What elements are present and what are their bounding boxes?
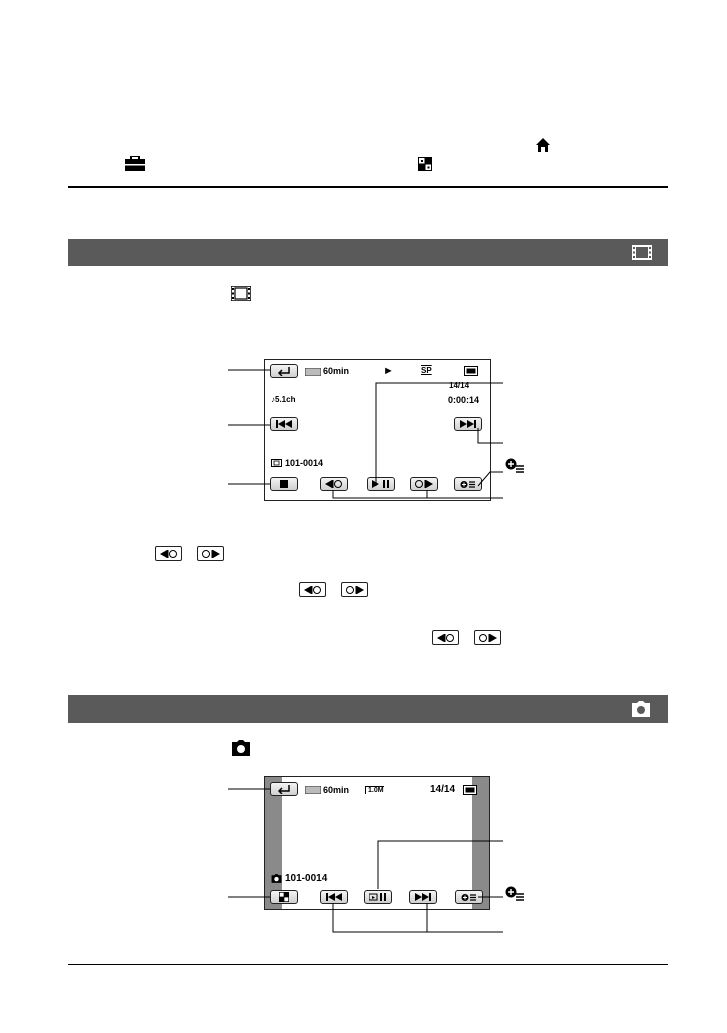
battery-icon [305, 786, 321, 794]
return-icon [277, 366, 291, 376]
visual-index-icon [279, 892, 289, 902]
next-button[interactable] [454, 417, 482, 431]
camera-icon [231, 740, 251, 756]
reverse-inline-button [299, 582, 326, 597]
counter: 14/14 [449, 381, 470, 390]
image-size: 1.0M [365, 786, 384, 794]
stop-icon [280, 480, 288, 488]
audio-mode: ♪5.1ch [271, 395, 296, 404]
back-button[interactable] [270, 782, 298, 796]
media-icon [464, 366, 478, 376]
reverse-button[interactable] [320, 477, 348, 491]
film-icon [231, 286, 251, 301]
film-icon [632, 245, 652, 260]
forward-inline-button [474, 630, 501, 645]
return-icon [277, 784, 291, 794]
file-number: 101-0014 [285, 873, 328, 884]
visual-index-icon [418, 157, 432, 171]
forward-inline-button [341, 582, 368, 597]
timecode: 0:00:14 [448, 395, 480, 405]
prev-icon [276, 420, 292, 428]
toolbox-icon [125, 156, 145, 171]
slideshow-icon [369, 893, 387, 901]
top-divider [68, 186, 668, 188]
battery-icon [305, 368, 321, 376]
movie-section-bar [68, 239, 668, 266]
file-number: 101-0014 [285, 458, 324, 468]
forward-inline-button [197, 546, 224, 561]
option-icon [505, 886, 525, 901]
counter: 14/14 [430, 784, 456, 795]
index-button[interactable] [270, 890, 298, 904]
option-icon [460, 480, 476, 489]
slideshow-button[interactable] [364, 890, 392, 904]
play-pause-icon [372, 480, 390, 488]
stop-button[interactable] [270, 477, 298, 491]
previous-button[interactable] [320, 890, 348, 904]
option-icon [461, 893, 477, 902]
option-button[interactable] [455, 890, 483, 904]
photo-playback-screen [264, 776, 490, 910]
previous-button[interactable] [270, 417, 298, 431]
next-icon [415, 893, 431, 901]
media-icon [463, 785, 477, 795]
next-button[interactable] [409, 890, 437, 904]
forward-icon [415, 480, 433, 488]
prev-icon [326, 893, 342, 901]
reverse-inline-button [155, 546, 182, 561]
film-icon [271, 459, 282, 467]
remaining-time: 60min [323, 785, 350, 795]
play-pause-button[interactable] [367, 477, 395, 491]
back-button[interactable] [270, 364, 298, 378]
quality-mode: SP [421, 366, 432, 375]
reverse-icon [325, 480, 343, 488]
remaining-time: 60min [323, 366, 350, 376]
video-playback-screen [264, 359, 491, 501]
play-indicator: ► [383, 365, 394, 377]
option-button[interactable] [454, 477, 482, 491]
option-icon [505, 458, 525, 473]
camera-icon [631, 701, 651, 717]
photo-section-bar [68, 695, 668, 723]
home-icon [535, 137, 551, 153]
next-icon [460, 420, 476, 428]
reverse-inline-button [432, 630, 459, 645]
forward-button[interactable] [410, 477, 438, 491]
camera-icon [271, 874, 282, 883]
bottom-divider [68, 964, 668, 965]
